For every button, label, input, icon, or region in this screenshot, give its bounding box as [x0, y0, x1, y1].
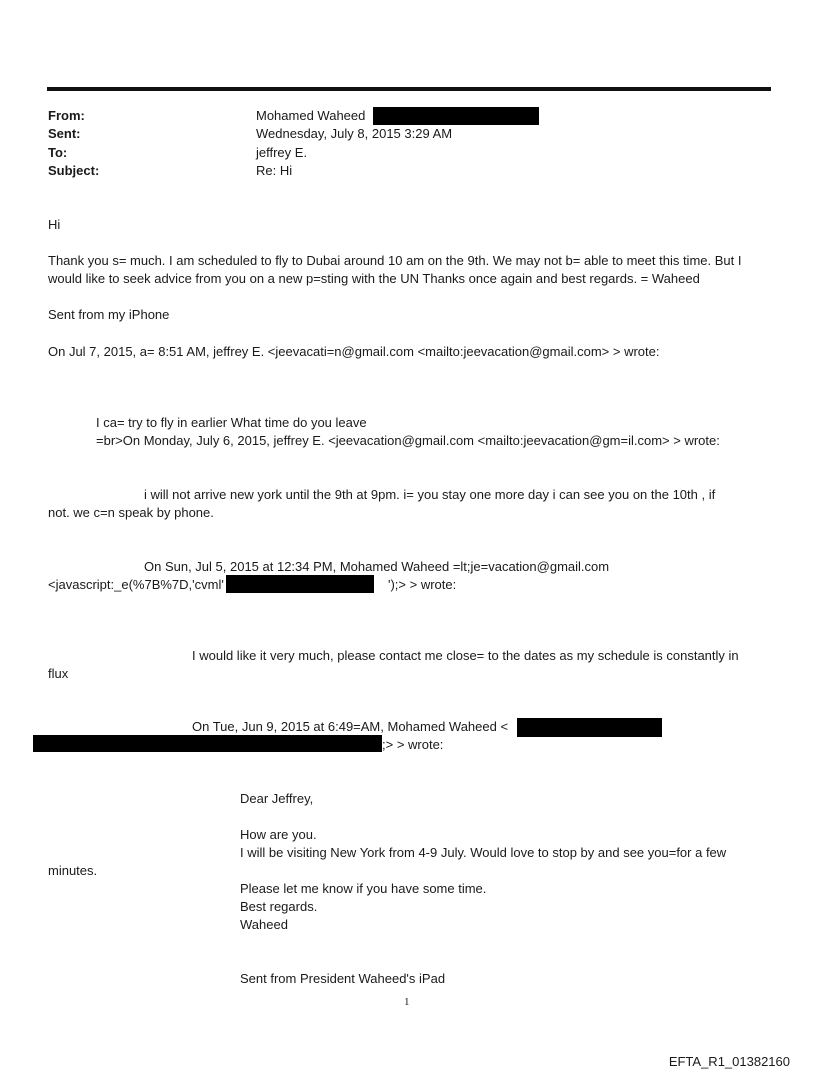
page-number: 1: [404, 996, 410, 1008]
redaction-jun9-email-b: [33, 735, 382, 752]
quote-jul5-header-line-1: On Sun, Jul 5, 2015 at 12:34 PM, Mohamed Waheed =lt;je=vacation@gmail.com: [144, 559, 610, 574]
header-rule: [47, 87, 771, 91]
from-label: From:: [48, 108, 85, 123]
redaction-jun9-email-a: [517, 718, 662, 737]
quote-jul7-line-1: I ca= try to fly in earlier What time do you leave: [96, 415, 367, 430]
letter-let-me-know: Please let me know if you have some time.: [240, 881, 487, 896]
subject-label: Subject:: [48, 163, 100, 178]
reply-line-1: Thank you s= much. I am scheduled to fly to Dubai around 10 am on the 9th. We may not b= able to meet this time. But I: [48, 253, 742, 268]
to-value: jeffrey E.: [256, 145, 308, 160]
greeting: Hi: [48, 217, 61, 232]
redaction-from-email: [373, 107, 539, 125]
quote-jul7-line-2: =br>On Monday, July 6, 2015, jeffrey E. <jeevacation@gmail.com <mailto:jeevacation@gm=il.com> > wrote:: [96, 433, 720, 448]
redaction-jul5-email: [226, 575, 374, 593]
reply-line-2: would like to seek advice from you on a new p=sting with the UN Thanks once again and best regards. = Waheed: [48, 271, 700, 286]
sent-value: Wednesday, July 8, 2015 3:29 AM: [256, 126, 453, 141]
letter-how-are-you: How are you.: [240, 827, 317, 842]
letter-salutation: Dear Jeffrey,: [240, 791, 314, 806]
quote-jul6-line-2: not. we c=n speak by phone.: [48, 505, 214, 520]
letter-name: Waheed: [240, 917, 288, 932]
quote-jun9-header-line-2: ;> > wrote:: [382, 737, 444, 752]
quote-jul5-line-2: flux: [48, 666, 69, 681]
quote-jul5-line-1: I would like it very much, please contact me close= to the dates as my schedule is constantly in: [192, 648, 739, 663]
quote-jul5-header-line-2b: ');> > wrote:: [388, 577, 457, 592]
from-value: Mohamed Waheed: [256, 108, 366, 123]
subject-value: Re: Hi: [256, 163, 293, 178]
letter-visit: I will be visiting New York from 4-9 July. Would love to stop by and see you=for a few: [240, 845, 727, 860]
letter-minutes: minutes.: [48, 863, 98, 878]
quote-jul5-header-line-2a: <javascript:_e(%7B%7D,'cvml': [48, 577, 224, 592]
to-label: To:: [48, 145, 68, 160]
sent-label: Sent:: [48, 126, 81, 141]
quote-jun9-header-line-1: On Tue, Jun 9, 2015 at 6:49=AM, Mohamed Waheed <: [192, 719, 509, 734]
signature-iphone: Sent from my iPhone: [48, 307, 170, 322]
quote-header-jul7: On Jul 7, 2015, a= 8:51 AM, jeffrey E. <jeevacati=n@gmail.com <mailto:jeevacation@gmail.com> > wrote:: [48, 344, 660, 359]
document-id: EFTA_R1_01382160: [668, 1054, 790, 1069]
quote-jul6-line-1: i will not arrive new york until the 9th at 9pm. i= you stay one more day i can see you on the 10th , if: [144, 487, 716, 502]
letter-best-regards: Best regards.: [240, 899, 318, 914]
signature-ipad: Sent from President Waheed's iPad: [240, 971, 446, 986]
